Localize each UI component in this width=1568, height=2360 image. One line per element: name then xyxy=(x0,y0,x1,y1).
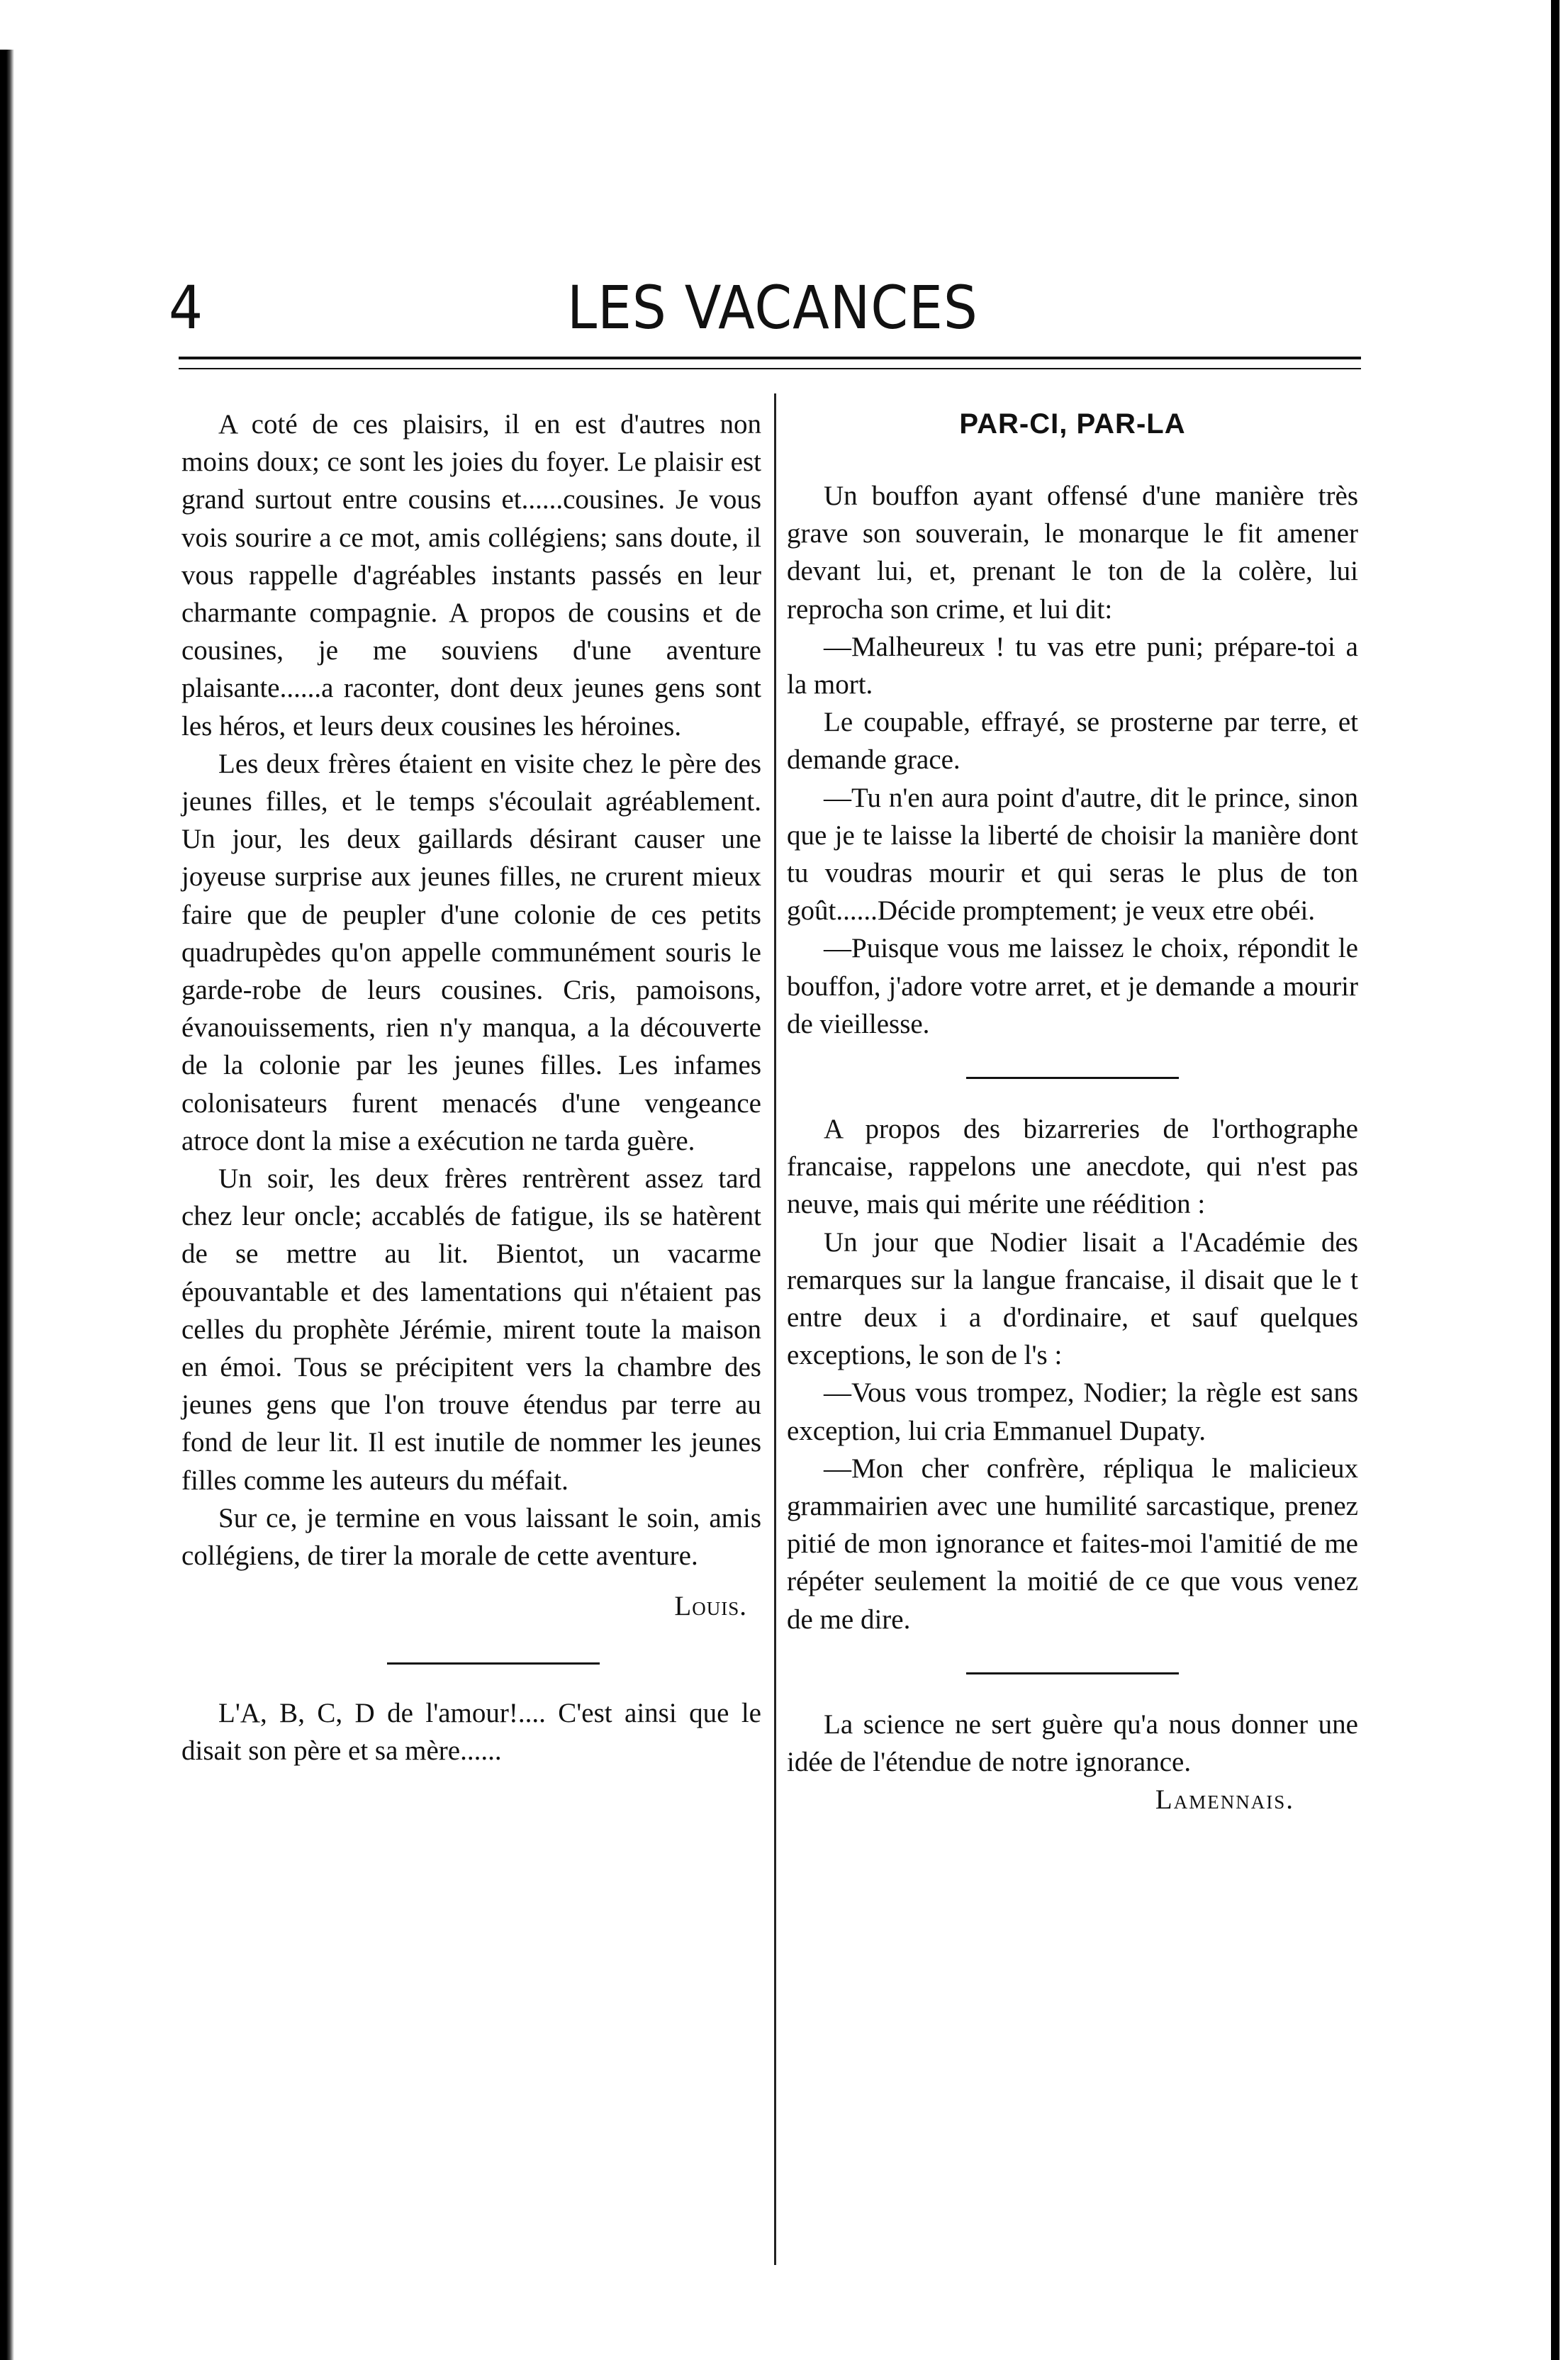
header-rule-thin xyxy=(179,368,1361,369)
separator-rule xyxy=(387,1662,600,1665)
story2-paragraph: A propos des bizarreries de l'orthographe francaise, rappelons une anecdote, qui n'est pas neuve, mais qui mérite une réédition : xyxy=(787,1114,1358,1220)
signature-louis: Louis. xyxy=(674,1591,747,1622)
story2-paragraph: Un jour que Nodier lisait a l'Académie des remarques sur la langue francaise, il disait que le t entre deux i a d'ordinaire, et sauf quelques exceptions, le son de l's : xyxy=(787,1226,1358,1371)
separator-rule xyxy=(966,1672,1179,1674)
page-title: LES VACANCES xyxy=(567,273,978,342)
header-rule-thick xyxy=(179,357,1361,359)
column-divider xyxy=(774,393,776,2265)
story2-paragraph: —Mon cher confrère, répliqua le malicieux grammairien avec une humilité sarcastique, prenez pitié de mon ignorance et faites-moi l'amitié de me répéter seulement la moitié de ce que vous venez de me dire. xyxy=(787,1453,1358,1635)
quote-author: Lamennais. xyxy=(1155,1784,1294,1816)
story1-paragraph: —Puisque vous me laissez le choix, répondit le bouffon, j'adore votre arret, et je demande a mourir de vieillesse. xyxy=(787,933,1358,1039)
story1-paragraph: Un bouffon ayant offensé d'une manière très grave son souverain, le monarque le fit amener devant lui, et, prenant le ton de la colère, lui reprocha son crime, et lui dit: xyxy=(787,481,1358,625)
science-quote xyxy=(787,1706,1358,1816)
science-quote-text: La science ne sert guère qu'a nous donner une idée de l'étendue de notre ignorance. xyxy=(787,1709,1358,1778)
scan-edge-left xyxy=(0,50,14,2360)
story1-paragraph: —Malheureux ! tu vas etre puni; prépare-toi a la mort. xyxy=(787,631,1358,700)
scan-edge-right xyxy=(1551,0,1559,2360)
separator-rule xyxy=(966,1077,1179,1079)
love-quote: L'A, B, C, D de l'amour!.... C'est ainsi que le disait son père et sa mère...... xyxy=(181,1697,761,1766)
left-paragraph: Sur ce, je termine en vous laissant le soin, amis collégiens, de tirer la morale de cette aventure. xyxy=(181,1502,761,1572)
right-column xyxy=(787,406,1358,1819)
left-paragraph: Un soir, les deux frères rentrèrent assez tard chez leur oncle; accablés de fatigue, ils se hatèrent de se mettre au lit. Bientot, un vacarme épouvantable et des lamentations qui n'étaient pas celles du prophète Jérémie, mirent toute la maison en émoi. Tous se précipitent vers la chambre des jeunes gens que l'on trouve étendus par terre au fond de leur lit. Il est inutile de nommer les jeunes filles comme les auteurs du méfait. xyxy=(181,1163,761,1496)
page-number: 4 xyxy=(169,273,203,342)
section-heading: PAR-CI, PAR-LA xyxy=(959,408,1186,440)
story1-paragraph: —Tu n'en aura point d'autre, dit le prince, sinon que je te laisse la liberté de choisir la manière dont tu voudras mourir et qui seras le plus de ton goût......Décide promptement; je veux etre obéi. xyxy=(787,782,1358,927)
story2-paragraph: —Vous vous trompez, Nodier; la règle est sans exception, lui cria Emmanuel Dupaty. xyxy=(787,1377,1358,1446)
left-paragraph: A coté de ces plaisirs, il en est d'autres non moins doux; ce sont les joies du foyer. Le plaisir est grand surtout entre cousins et......cousines. Je vous vois sourire a ce mot, amis collégiens; sans doute, il vous rappelle d'agréables instants passés en leur charmante compagnie. A propos de cousins et de cousines, je me souviens d'une aventure plaisante......a raconter, dont deux jeunes gens sont les héros, et leurs deux cousines les héroines. xyxy=(181,409,761,742)
left-paragraph: Les deux frères étaient en visite chez le père des jeunes filles, et le temps s'écoulait agréablement. Un jour, les deux gaillards désirant causer une joyeuse surprise aux jeunes filles, ne crurent mieux faire que de peupler d'une colonie de ces petits quadrupèdes qu'on appelle communément souris le garde-robe de leurs cousines. Cris, pamoisons, évanouissements, rien n'y manqua, a la découverte de la colonie par les jeunes filles. Les infames colonisateurs furent menacés d'une vengeance atroce dont la mise a exécution ne tarda guère. xyxy=(181,748,761,1156)
left-column xyxy=(181,406,761,1769)
story1-paragraph: Le coupable, effrayé, se prosterne par terre, et demande grace. xyxy=(787,707,1358,776)
